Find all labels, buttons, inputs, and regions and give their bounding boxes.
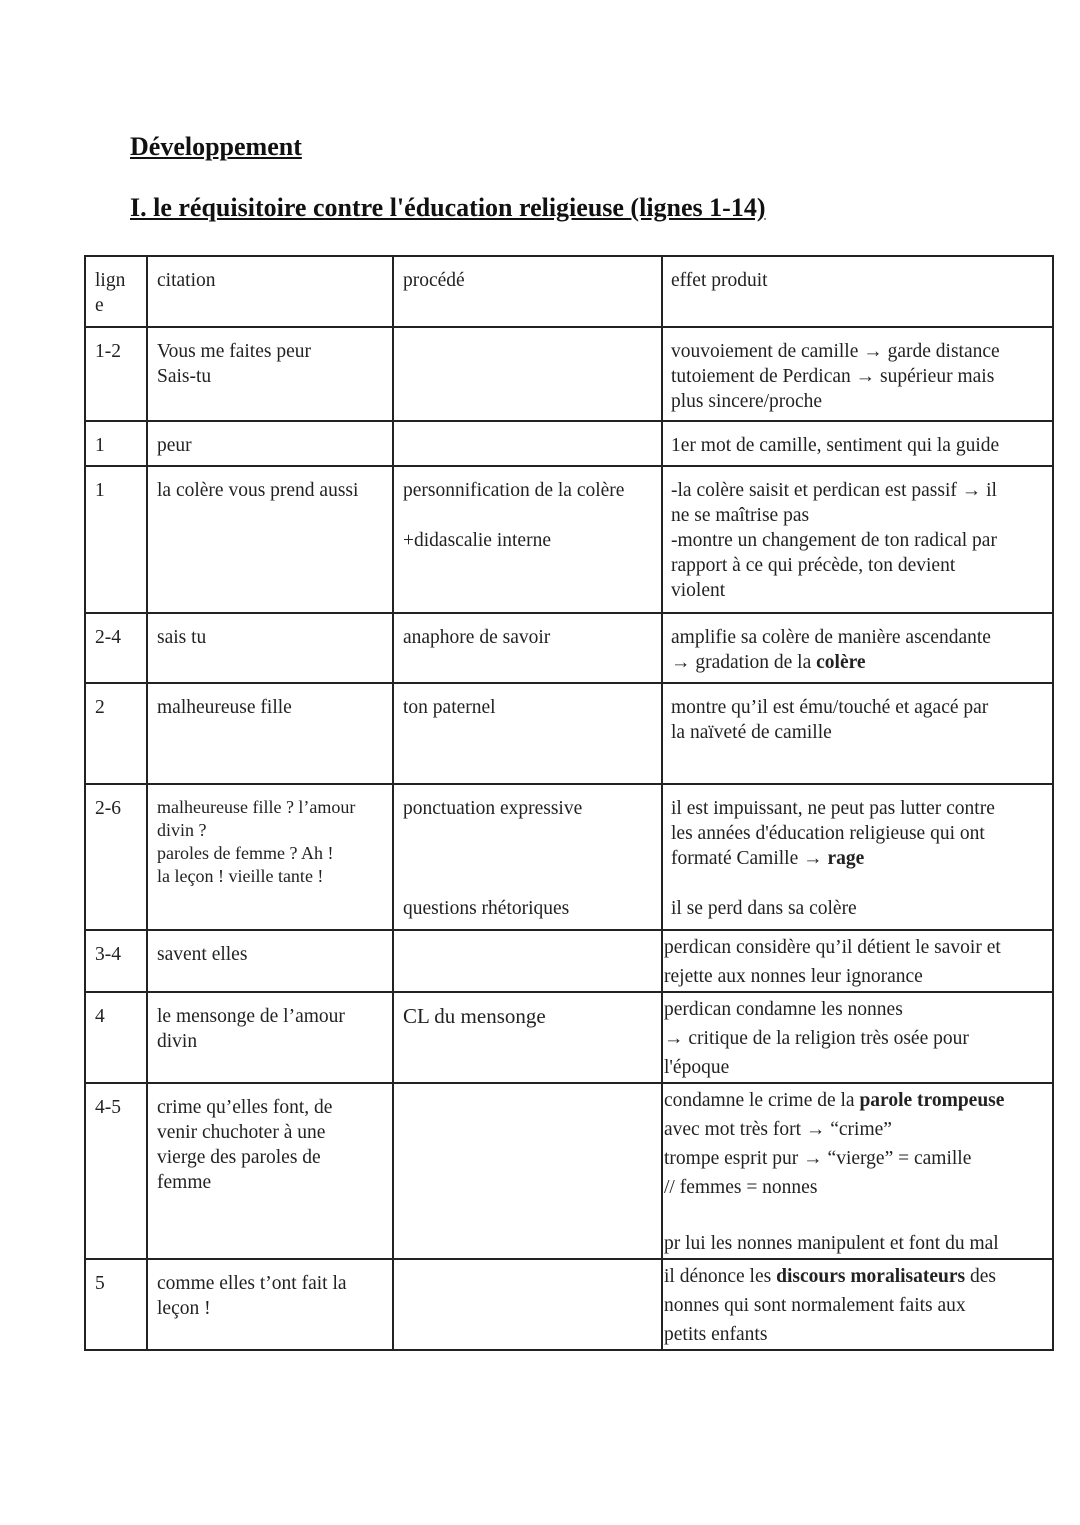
analysis-table <box>84 255 1054 1351</box>
header-effet: effet produit <box>662 256 1053 327</box>
citation-line: femme <box>157 1172 212 1193</box>
procede-line: CL du mensonge <box>403 1004 546 1028</box>
cell-ligne: 2 <box>85 683 147 784</box>
effet-line: nonnes qui sont normalement faits aux <box>664 1295 966 1316</box>
cell-citation <box>147 784 393 930</box>
cell-procede <box>393 1259 662 1350</box>
cell-ligne: 4 <box>85 992 147 1083</box>
citation-line: divin <box>157 1031 198 1052</box>
table-row <box>85 466 1053 613</box>
effet-text: formaté Camille → <box>671 848 828 869</box>
cell-procede <box>393 613 662 683</box>
effet-line <box>664 1262 1043 1291</box>
table-row <box>85 1259 1053 1350</box>
procede-line: +didascalie interne <box>403 530 551 551</box>
cell-effet <box>662 1083 1053 1259</box>
citation-line: Sais-tu <box>157 366 212 387</box>
cell-citation <box>147 613 393 683</box>
cell-effet <box>662 992 1053 1083</box>
table-row <box>85 327 1053 421</box>
cell-ligne: 1 <box>85 466 147 613</box>
effet-line: → critique de la religion très osée pour <box>664 1028 969 1049</box>
citation-line: malheureuse fille <box>157 697 292 718</box>
section-heading: I. le réquisitoire contre l'éducation religieuse (lignes 1-14) <box>130 193 766 222</box>
cell-citation <box>147 683 393 784</box>
cell-effet <box>662 613 1053 683</box>
cell-effet <box>662 784 1053 930</box>
effet-line: les années d'éducation religieuse qui ont <box>671 823 985 844</box>
table-row <box>85 784 1053 930</box>
cell-procede <box>393 466 662 613</box>
effet-line: ne se maîtrise pas <box>671 505 810 526</box>
effet-line <box>671 846 1043 871</box>
citation-line: savent elles <box>157 944 248 965</box>
effet-line <box>664 1086 1043 1115</box>
procede-line: ton paternel <box>403 697 496 718</box>
cell-ligne: 2-6 <box>85 784 147 930</box>
procede-line: anaphore de savoir <box>403 627 551 648</box>
cell-citation <box>147 1083 393 1259</box>
header-ligne-part2: e <box>95 295 104 316</box>
effet-line: petits enfants <box>664 1324 768 1345</box>
effet-line: -la colère saisit et perdican est passif → il <box>671 480 997 501</box>
cell-effet <box>662 683 1053 784</box>
effet-line: il est impuissant, ne peut pas lutter contre <box>671 798 995 819</box>
citation-line: crime qu’elles font, de <box>157 1097 333 1118</box>
table-row <box>85 1083 1053 1259</box>
cell-citation <box>147 930 393 992</box>
cell-citation <box>147 421 393 466</box>
cell-effet <box>662 930 1053 992</box>
table-row <box>85 421 1053 466</box>
cell-citation <box>147 992 393 1083</box>
cell-procede <box>393 784 662 930</box>
citation-line: malheureuse fille ? l’amour <box>157 797 356 817</box>
citation-line: vierge des paroles de <box>157 1147 321 1168</box>
cell-ligne: 5 <box>85 1259 147 1350</box>
cell-effet <box>662 1259 1053 1350</box>
effet-line: vouvoiement de camille → garde distance <box>671 341 1000 362</box>
effet-line: l'époque <box>664 1057 730 1078</box>
cell-ligne: 2-4 <box>85 613 147 683</box>
effet-line: -montre un changement de ton radical par <box>671 530 997 551</box>
cell-effet <box>662 421 1053 466</box>
procede-line: ponctuation expressive <box>403 798 583 819</box>
effet-line: trompe esprit pur → “vierge” = camille <box>664 1148 972 1169</box>
effet-line: // femmes = nonnes <box>664 1177 818 1198</box>
effet-bold: colère <box>816 652 866 673</box>
effet-line: plus sincere/proche <box>671 391 823 412</box>
citation-line: Vous me faites peur <box>157 341 311 362</box>
header-citation: citation <box>147 256 393 327</box>
effet-line: rejette aux nonnes leur ignorance <box>664 966 923 987</box>
citation-line: paroles de femme ? Ah ! <box>157 843 334 863</box>
effet-bold: rage <box>827 848 865 869</box>
effet-line: 1er mot de camille, sentiment qui la guide <box>671 435 1000 456</box>
cell-procede <box>393 683 662 784</box>
table-header-row <box>85 256 1053 327</box>
citation-line: peur <box>157 435 192 456</box>
cell-procede <box>393 992 662 1083</box>
effet-line: rapport à ce qui précède, ton devient <box>671 555 956 576</box>
citation-line: la leçon ! vieille tante ! <box>157 866 324 886</box>
citation-line: le mensonge de l’amour <box>157 1006 345 1027</box>
header-ligne <box>85 256 147 327</box>
citation-line: venir chuchoter à une <box>157 1122 326 1143</box>
procede-line: personnification de la colère <box>403 480 625 501</box>
citation-line: sais tu <box>157 627 207 648</box>
table-row <box>85 992 1053 1083</box>
effet-line: il se perd dans sa colère <box>671 898 857 919</box>
cell-ligne: 3-4 <box>85 930 147 992</box>
cell-ligne: 4-5 <box>85 1083 147 1259</box>
table-row <box>85 613 1053 683</box>
header-procede: procédé <box>393 256 662 327</box>
table-row <box>85 683 1053 784</box>
citation-line: leçon ! <box>157 1298 211 1319</box>
cell-procede <box>393 1083 662 1259</box>
table-row <box>85 930 1053 992</box>
page-title: Développement <box>130 132 302 161</box>
cell-effet <box>662 466 1053 613</box>
effet-line: montre qu’il est ému/touché et agacé par <box>671 697 989 718</box>
citation-line: divin ? <box>157 820 207 840</box>
effet-bold: discours moralisateurs <box>776 1266 966 1287</box>
effet-line: tutoiement de Perdican → supérieur mais <box>671 366 995 387</box>
cell-procede <box>393 930 662 992</box>
cell-citation <box>147 327 393 421</box>
procede-line: questions rhétoriques <box>403 898 570 919</box>
effet-line: la naïveté de camille <box>671 722 832 743</box>
cell-procede <box>393 421 662 466</box>
effet-line: amplifie sa colère de manière ascendante <box>671 627 991 648</box>
citation-line: comme elles t’ont fait la <box>157 1273 347 1294</box>
cell-ligne: 1-2 <box>85 327 147 421</box>
effet-line: perdican condamne les nonnes <box>664 999 903 1020</box>
header-ligne-part1: lign <box>95 270 126 291</box>
cell-effet <box>662 327 1053 421</box>
effet-line: pr lui les nonnes manipulent et font du mal <box>664 1233 999 1254</box>
effet-line <box>671 650 1043 675</box>
effet-text: condamne le crime de la <box>664 1090 860 1111</box>
effet-text: → gradation de la <box>671 652 817 673</box>
effet-text: il dénonce les <box>664 1266 777 1287</box>
cell-citation <box>147 1259 393 1350</box>
effet-line: perdican considère qu’il détient le savoir et <box>664 937 1001 958</box>
effet-bold: parole trompeuse <box>859 1090 1005 1111</box>
cell-citation <box>147 466 393 613</box>
effet-text: des <box>965 1266 996 1287</box>
cell-procede <box>393 327 662 421</box>
cell-ligne: 1 <box>85 421 147 466</box>
effet-line: avec mot très fort → “crime” <box>664 1119 892 1140</box>
effet-line: violent <box>671 580 726 601</box>
citation-line: la colère vous prend aussi <box>157 480 359 501</box>
